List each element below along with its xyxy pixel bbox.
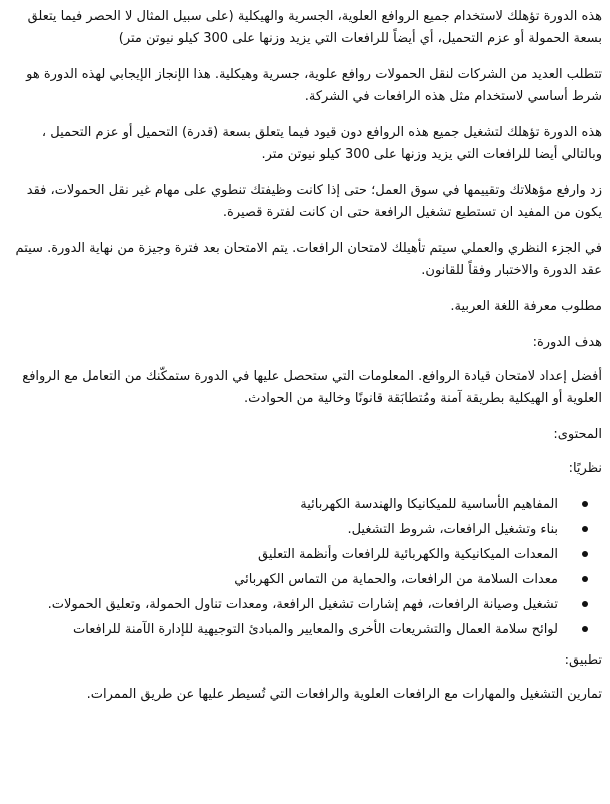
bullet-icon [582,601,588,607]
requirement-paragraph: تتطلب العديد من الشركات لنقل الحمولات روافع علوية، جسرية وهيكلية. هذا الإنجاز الإيجابي لهذه الدورة هو شرط أساسي لاستخدام مثل هذه الرافعات في الشركة. [26,67,602,104]
content-heading: المحتوى: [553,427,602,442]
goal-text: أفضل إعداد لامتحان قيادة الروافع. المعلومات التي ستحصل عليها في الدورة ستمكّنك من التعامل مع الروافع العلوية أو الهيكلية بطريقة آمنة ومُتطابَقة قانونًا وخالية من الحوادث. [22,369,602,406]
exam-paragraph: في الجزء النظري والعملي سيتم تأهيلك لامتحان الرافعات. يتم الامتحان بعد فترة وجيزة من نهاية الدورة. سيتم عقد الدورة والاختبار وفقاً للقانون. [15,241,602,278]
language-requirement: مطلوب معرفة اللغة العربية. [450,299,602,314]
list-item: المعدات الميكانيكية والكهربائية للرافعات وأنظمة التعليق [10,542,558,567]
list-item: بناء وتشغيل الرافعات، شروط التشغيل. [10,517,558,542]
capacity-paragraph: هذه الدورة تؤهلك لتشغيل جميع هذه الروافع دون قيود فيما يتعلق بسعة (قدرة) التحميل أو عزم التحميل ، وبالتالي أيضا للرافعات التي يزيد وزنها على 300 كيلو نيوتن متر. [41,125,602,162]
practice-heading: تطبيق: [564,653,602,668]
list-item: لوائح سلامة العمال والتشريعات الأخرى والمعايير والمبادئ التوجيهية للإدارة الآمنة للرافعات [10,617,558,642]
list-item: معدات السلامة من الرافعات، والحماية من التماس الكهربائي [10,567,558,592]
bullet-icon [582,626,588,632]
bullet-icon [582,551,588,557]
career-paragraph: زد وارفع مؤهلاتك وتقييمها في سوق العمل؛ حتى إذا كانت وظيفتك تنطوي على مهام غير نقل الحمولات، فقد يكون من المفيد ان تستطيع تشغيل الرافعة حتى ان كانت لفترة قصيرة. [26,183,602,220]
goal-heading: هدف الدورة: [532,335,602,350]
theory-list [10,492,602,642]
practice-text: تمارين التشغيل والمهارات مع الرافعات العلوية والرافعات التي تُسيطر عليها عن طريق الممرات. [86,687,602,702]
bullet-icon [582,576,588,582]
bullet-icon [582,501,588,507]
intro-paragraph: هذه الدورة تؤهلك لاستخدام جميع الروافع العلوية، الجسرية والهيكلية (على سبيل المثال لا الحصر فيما يتعلق بسعة الحمولة أو عزم التحميل، أي أيضاً للرافعات التي يزيد وزنها على 300 كيلو نيوتن متر) [27,9,602,46]
list-item: المفاهيم الأساسية للميكانيكا والهندسة الكهربائية [10,492,558,517]
bullet-icon [582,526,588,532]
list-item: تشغيل وصيانة الرافعات، فهم إشارات تشغيل الرافعة، ومعدات تناول الحمولة، وتعليق الحمولات. [10,592,558,617]
theory-heading: نظريًا: [568,461,602,476]
